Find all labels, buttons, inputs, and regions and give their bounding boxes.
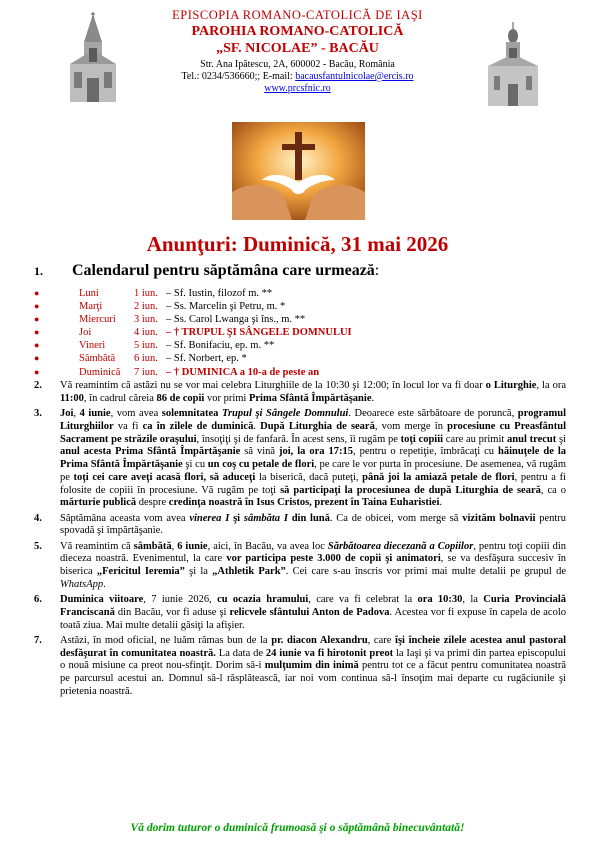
calendar-row xyxy=(34,352,554,365)
item-text: , 7 iunie 2026, xyxy=(143,594,218,605)
item-text: . Deoarece este sărbătoare de poruncă, xyxy=(348,408,518,419)
church-tower-icon xyxy=(62,12,124,104)
bullet-icon: ● xyxy=(34,327,40,338)
calendar-day: Marţi xyxy=(79,301,103,313)
calendar-feast: – Sf. Norbert, ep. * xyxy=(166,353,247,365)
announcement-item xyxy=(34,594,566,632)
calendar-feast: – Ss. Marcelin şi Petru, m. * xyxy=(166,301,286,313)
section-colon: : xyxy=(374,262,380,279)
item-text: un coş cu petale de flori xyxy=(207,459,315,470)
item-text: , xyxy=(73,408,80,419)
item-text: credinţa noastră în Isus Cristos, prezent în Taina Euharistiei xyxy=(168,497,440,509)
item-text: , însoţiţi şi de fanfară. În acest sens, îi rugăm pe xyxy=(196,433,401,445)
weekly-calendar xyxy=(34,287,554,379)
calendar-date: 4 iun. xyxy=(134,327,158,339)
calendar-date: 3 iun. xyxy=(134,314,158,326)
item-text: şi xyxy=(556,433,566,445)
announcement-item xyxy=(34,408,566,510)
item-text: hăinuţele de la Prima Sfântă Împărtăşanie xyxy=(60,446,566,470)
calendar-day: Joi xyxy=(79,327,92,339)
item-number: 7. xyxy=(34,634,42,646)
item-text: din lună xyxy=(291,512,330,524)
calendar-feast: – Sf. Bonifaciu, ep. m. ** xyxy=(166,340,275,352)
item-text: şi xyxy=(233,512,241,524)
calendar-row xyxy=(34,366,554,379)
announcement-item xyxy=(34,635,566,699)
item-text: , pe care le vor purta în procesiune. De asemenea, vă rugăm pe xyxy=(60,459,566,483)
item-text: anul trecut xyxy=(507,433,557,445)
item-text: Vă reamintim că astăzi nu se vor mai celebra Liturghiile de la 10:30 şi 12:00; în locul lor va fi doar xyxy=(60,380,486,391)
item-text: După Liturghia de seară xyxy=(260,420,375,432)
item-text: vizităm bolnavii xyxy=(462,512,536,524)
item-text: , în cadrul căreia xyxy=(83,392,157,404)
calendar-day: Luni xyxy=(79,288,99,299)
announcement-item xyxy=(34,513,566,539)
item-text: , care xyxy=(367,634,396,646)
item-text: , ca o xyxy=(540,484,566,496)
item-text: ora 10:30 xyxy=(417,594,463,605)
item-text: vor primi xyxy=(204,392,249,404)
item-text: cu ocazia hramului xyxy=(217,594,309,605)
item-text: Joi xyxy=(60,408,74,419)
item-text: „Athletik Park” xyxy=(212,566,286,577)
item-text: , pentru a fi folosite de copiii în procesiune. Vă rugăm pe toţi xyxy=(60,471,566,496)
item-text: , vom avea xyxy=(110,408,162,419)
item-text: . xyxy=(371,392,375,404)
calendar-date: 2 iun. xyxy=(134,301,158,313)
item-text: va fi xyxy=(113,420,143,432)
calendar-feast: – † DUMINICA a 10-a de peste an xyxy=(166,366,320,378)
calendar-date: 1 iun. xyxy=(134,288,158,299)
calendar-date: 5 iun. xyxy=(134,340,158,352)
address: Str. Ana Ipătescu, 2A, 600002 - Bacău, România xyxy=(200,59,395,70)
item-text: 24 iunie va fi hirotonit preot xyxy=(265,647,394,659)
item-text: . Ca de obicei, vom merge să xyxy=(329,512,463,524)
item-text: toţi cei care aveţi acasă flori, să aduceţi xyxy=(73,471,256,483)
item-text: , vom merge în xyxy=(374,420,448,432)
item-text: şi la xyxy=(184,566,213,577)
contact-line xyxy=(140,71,455,83)
website-line xyxy=(140,83,455,95)
item-text: procesiune cu Preasfântul Sacrament pe străzile oraşului xyxy=(60,420,567,445)
item-text: despre xyxy=(136,497,169,509)
diocese-name: EPISCOPIA ROMANO-CATOLICĂ DE IAŞI xyxy=(172,8,423,22)
item-text: , aici, în Bacău, va avea loc xyxy=(207,540,328,552)
item-text: Trupul şi Sângele Domnului xyxy=(221,408,349,419)
item-text: să vină xyxy=(240,446,279,458)
bullet-icon: ● xyxy=(34,314,40,325)
item-text: şi cu xyxy=(182,459,208,470)
item-text: toţi copiii xyxy=(400,433,444,445)
calendar-day: Duminică xyxy=(79,366,121,378)
website-link[interactable]: www.prcsfnic.ro xyxy=(264,83,331,94)
page-title: Anunţuri: Duminică, 31 mai 2026 xyxy=(146,232,449,256)
item-text: mărturie publică xyxy=(60,497,137,509)
item-number: 3. xyxy=(34,408,42,419)
item-text: . Cei care s-au înscris vor primi mai multe detalii pe grupul de xyxy=(285,566,566,577)
item-text: relicvele sfântului Anton de Padova xyxy=(229,606,390,618)
item-text: Duminica viitoare xyxy=(60,594,144,605)
item-text: o Liturghie xyxy=(485,380,537,391)
item-number: 6. xyxy=(34,594,42,605)
item-text: să participaţi la procesiunea de după Liturghia de seară xyxy=(280,484,541,496)
closing-wish: Vă dorim tuturor o duminică frumoasă şi o săptămână binecuvântată! xyxy=(130,822,465,834)
item-text: sâmbăta I xyxy=(243,512,288,524)
item-text: , pentru o repetiţie, îmbrăcaţi cu xyxy=(352,446,498,458)
announcement-item xyxy=(34,541,566,592)
item-text: Săptămâna aceasta vom avea xyxy=(60,512,190,524)
item-text: la biserică, dacă puteţi, xyxy=(255,471,363,483)
item-text: . xyxy=(439,497,443,509)
phone-label: Tel.: 0234/536660;; E-mail: xyxy=(181,71,296,82)
item-text: programul Liturghiilor xyxy=(60,408,566,432)
bullet-icon: ● xyxy=(34,353,40,364)
bullet-icon: ● xyxy=(34,288,40,298)
calendar-row xyxy=(34,300,554,313)
calendar-feast: – † TRUPUL ŞI SÂNGELE DOMNULUI xyxy=(166,327,352,339)
item-text: pr. diacon Alexandru xyxy=(271,634,368,646)
calendar-feast: – Ss. Carol Lwanga şi îns., m. ** xyxy=(166,314,306,326)
item-text: pentru tot ce a făcut pentru comunitatea noastră pe parcursul acestui an. Domnul să-l răsplătească, iar noi vom continua să-l însoţim mai departe cu rugăciunile şi prietenia noastră. xyxy=(60,660,566,697)
item-text: mulţumim din inimă xyxy=(264,660,359,672)
calendar-day: Vineri xyxy=(79,340,106,352)
item-text: pentru spovadă şi împărtăşanie. xyxy=(60,512,567,537)
bullet-icon: ● xyxy=(34,301,40,312)
bullet-icon: ● xyxy=(34,366,40,377)
parish-name: PAROHIA ROMANO-CATOLICĂ xyxy=(191,24,404,39)
parish-patron: „SF. NICOLAE” - BACĂU xyxy=(216,41,379,56)
calendar-day: Sâmbătă xyxy=(79,353,116,365)
item-text: joi, la ora 17:15 xyxy=(279,446,353,458)
item-text: Sărbătoarea diecezană a Copiilor xyxy=(327,540,474,552)
item-text: din Bacău, vor fi aduse şi xyxy=(114,606,230,618)
item-text: WhatsApp xyxy=(60,578,104,590)
item-text: , la ora xyxy=(536,380,566,391)
item-text: . xyxy=(103,578,106,590)
item-text: la Iaşi şi va primi din partea episcopului o nouă misiune ca preot nou-sfinţit. Dorim să-i xyxy=(60,647,566,672)
letterhead xyxy=(0,0,595,115)
item-text: Astăzi, în mod oficial, ne luăm rămas bun de la xyxy=(60,634,272,646)
calendar-row xyxy=(34,339,554,352)
item-text: anul acesta Prima Sfântă Împărtăşanie xyxy=(60,446,241,458)
bullet-icon: ● xyxy=(34,340,40,351)
email-link[interactable]: bacausfantulnicolae@ercis.ro xyxy=(295,71,414,82)
calendar-date: 7 iun. xyxy=(134,366,158,378)
item-text: care au primit xyxy=(443,433,508,445)
item-text: Vă reamintim că xyxy=(60,540,134,552)
calendar-row xyxy=(34,287,554,300)
item-text: , la xyxy=(462,594,484,605)
dove-cross-hands-image xyxy=(232,122,365,220)
item-text: , care va fi celebrat la xyxy=(308,594,418,605)
item-text: , pentru toţi copiii din dieceza noastră. Evenimentul, la care xyxy=(60,540,567,565)
item-number: 2. xyxy=(34,380,42,391)
item-text: , se va desfăşura succesiv în biserica xyxy=(60,553,567,577)
calendar-row xyxy=(34,326,554,339)
item-text: sâmbătă xyxy=(133,540,172,552)
item-text: . xyxy=(253,420,261,432)
item-number: 5. xyxy=(34,540,42,552)
section-heading xyxy=(34,262,379,280)
item-text: Curia Provincială Franciscană xyxy=(60,594,566,618)
item-text: 6 iunie xyxy=(177,540,208,552)
calendar-day: Miercuri xyxy=(79,314,116,326)
item-text: 86 de copii xyxy=(156,392,205,404)
item-text: vinerea I xyxy=(189,512,230,524)
section-number: 1. xyxy=(34,264,43,278)
item-text: îşi încheie zilele acestea anul pastoral desfăşurat în comunitatea noastră. xyxy=(60,634,566,659)
item-text: , xyxy=(171,540,178,552)
item-text: solemnitatea xyxy=(161,408,219,419)
calendar-date: 6 iun. xyxy=(134,353,158,365)
calendar-feast: – Sf. Iustin, filozof m. ** xyxy=(166,288,273,299)
announcement-list xyxy=(34,380,566,701)
item-text: până joi la amiază petale de flori xyxy=(362,471,515,483)
item-text: Prima Sfântă Împărtăşanie xyxy=(248,392,372,404)
item-text: ca în zilele de duminică xyxy=(142,420,254,432)
church-building-icon xyxy=(482,22,544,108)
item-text: „Fericitul Ieremia” xyxy=(96,566,185,577)
item-text: vor participa peste 3.000 de copii şi animatori xyxy=(226,553,441,565)
item-text: 11:00 xyxy=(60,392,84,404)
item-text: . Acestea vor fi expuse în capela de acolo toată ziua. Mai multe detalii găsiţi la afişier. xyxy=(60,606,566,631)
item-text: 4 iunie xyxy=(79,408,111,419)
section-title: Calendarul pentru săptămâna care urmează xyxy=(72,262,375,279)
announcement-item xyxy=(34,380,566,406)
calendar-row xyxy=(34,313,554,326)
item-number: 4. xyxy=(34,512,42,524)
item-text: La data de xyxy=(215,647,266,659)
